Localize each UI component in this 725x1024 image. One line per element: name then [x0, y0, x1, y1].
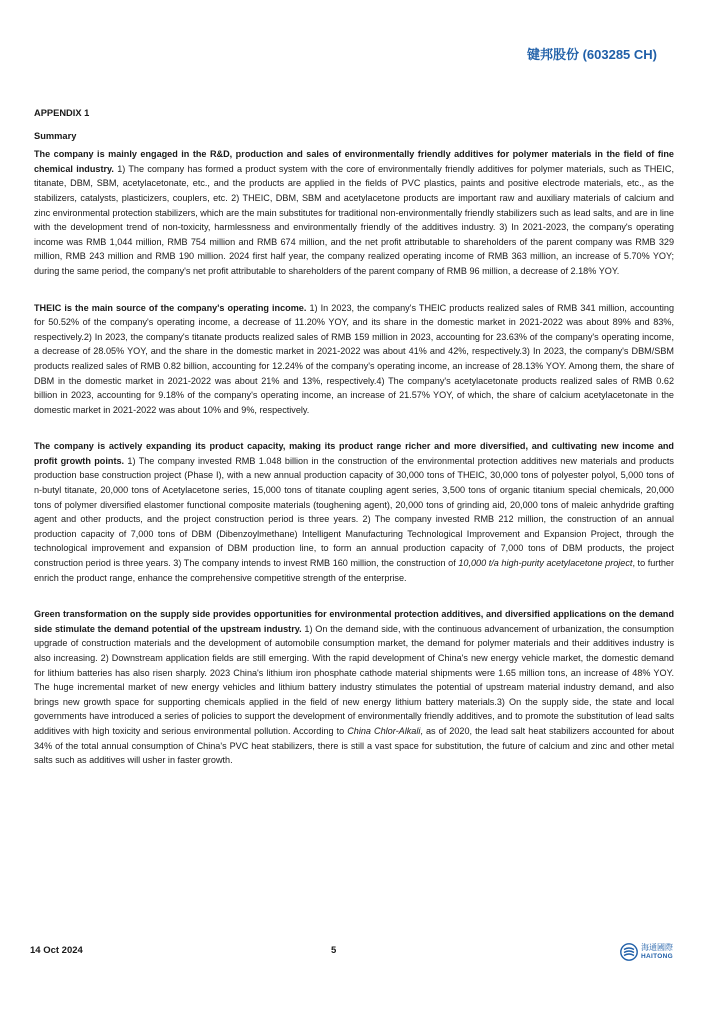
paragraph-italic: China Chlor-Alkali [347, 725, 421, 736]
paragraph-lead: Green transformation on the supply side provides opportunities for environmental protection additives, and diversified applications on the demand side stimulate the demand potential of the upstream industry. [34, 609, 674, 634]
paragraph-tail: , to further enrich the product range, enhance the comprehensive competitive strength of the enterprise. [34, 558, 675, 583]
paragraph-body: 1) In 2023, the company's THEIC products realized sales of RMB 341 million, accounting for 50.52% of the company's operating income, a decrease of 11.20% YOY, and its share in the domestic market in 2021-2022 was about 89% and 83%, respectively.2) In 2023, the company's titanate products realized sales of RMB 159 million in 2023, accounting for 23.63% of the company's operating income, a decrease of 28.05% YOY, and the share in the domestic market in 2021-2022 was about 41% and 42%, respectively.3) In 2023, the company's DBM/SBM products realized sales of RMB 0.82 billion, accounting for 12.24% of the company's operating income, an increase of 28.13% YOY. Among them, the share of DBM in the domestic market in 2021-2022 was about 21% and 13%, respectively.4) The company's acetylacetonate products realized sales of RMB 0.62 billion in 2023, accounting for 9.18% of the company's operating income, an increase of 21.57% YOY, of which, the share of calcium acetylacetonate in the domestic market in 2021-2022 was about 10% and 9%, respectively. [34, 302, 674, 415]
paragraph-body: 1) On the demand side, with the continuous advancement of urbanization, the consumption upgrade of construction materials and the development of automobile consumption market, the demand for polymer materials and their additives industry is also increasing. 2) Downstream application fields are still emerging. With the rapid development of China's new energy vehicle market, the domestic demand for lithium batteries has also risen sharply. 2023 China's lithium iron phosphate cathode material shipments were 1.65 million tons, an increase of 48% YOY. The huge incremental market of new energy vehicles and lithium battery industry stimulates the potential of upstream material industry demand, and also brings new growth space for supporting chemicals applied in the field of new energy lithium battery materials.3) On the supply side, the state and local governments have introduced a series of policies to support the development of environmentally friendly additives, and to promote the substitution of lead salts additives with high toxicity and serious environmental pollution. According to [34, 623, 674, 736]
paragraph-theic-revenue [34, 301, 674, 418]
summary-label: Summary [34, 130, 77, 141]
paragraph-tail: , as of 2020, the lead salt heat stabilizers accounted for about 34% of the total annual consumption of China's PVC heat stabilizers, there is still a vast space for substitution, the future of calcium and zinc and other metal salts such as additives will usher in faster growth. [34, 725, 674, 766]
paragraph-lead: THEIC is the main source of the company's operating income. [34, 302, 307, 313]
logo-english-text: HAITONG [641, 953, 673, 960]
paragraph-lead: The company is mainly engaged in the R&D, production and sales of environmentally friendly additives for polymer materials in the field of fine chemical industry. [34, 149, 674, 174]
haitong-logo [620, 941, 680, 963]
paragraph-body: 1) The company invested RMB 1.048 billion in the construction of the environmental protection additives new materials and products production base construction project (Phase I), with a new annual production capacity of 30,000 tons of THEIC, 30,000 tons of polyester polyol, 5,000 tons of n-butyl titanate, 20,000 tons of Acetylacetone series, 15,000 tons of titanate coupling agent series, 3,500 tons of organic titanium special chemicals, 20,000 tons of polymer diversified elastomer functional composite materials (toughening agent), 20,000 tons of grinding aid, 20,000 tons of maleic anhydride grafting agent and other products, and the project construction period is three years. 2) The company invested RMB 212 million, the construction of an annual production capacity of 7,000 tons of DBM (Dibenzoylmethane) Intelligent Manufacturing Technological Improvement and Expansion Project, through the technological improvement and expansion of DBM production line, to form an annual production capacity of 7,000 tons of DBM products, the project construction period is three years. 3) The company intends to invest RMB 160 million, the construction of [34, 455, 674, 569]
logo-chinese-text: 海通國際 [641, 943, 673, 952]
paragraph-green-transformation [34, 607, 674, 768]
report-header-company: 键邦股份 (603285 CH) [526, 47, 657, 62]
paragraph-italic: 10,000 t/a high-purity acetylacetone project [458, 558, 633, 569]
paragraph-capacity-expansion [34, 439, 674, 585]
paragraph-lead: The company is actively expanding its product capacity, making its product range richer and more diversified, and cultivating new income and profit growth points. [34, 441, 674, 466]
paragraph-body: 1) The company has formed a product system with the core of environmentally friendly additives for polymer materials, such as THEIC, titanate, DBM, SBM, acetylacetonate, etc., and the products are applied in the fields of PVC plastics, paints and positive electrode materials, etc., as the stabilizers, catalysts, plasticizers, couplers, etc. 2) THEIC, DBM, SBM and acetylacetone products are important raw and auxiliary materials of calcium and zinc environmental protection stabilizers, which are the main substitutes for traditional non-environmentally friendly stabilizers such as lead salts, and are in line with the development trend of non-toxicity, harmlessness and environmentally friendly of the additives industry. 3) In 2021-2023, the company's operating income was RMB 1,044 million, RMB 754 million and RMB 674 million, and the net profit attributable to shareholders of the parent company was RMB 329 million, RMB 243 million and RMB 190 million. 2024 first half year, the company realized operating income of RMB 363 million, an increase of 5.70% YOY; during the same period, the company's net profit attributable to shareholders of the parent company of RMB 96 million, a decrease of 2.18% YOY. [34, 163, 674, 276]
haitong-logo-icon [620, 943, 638, 961]
footer-date: 14 Oct 2024 [30, 945, 83, 956]
appendix-content [34, 106, 674, 790]
paragraph-business-overview [34, 147, 674, 278]
page-number: 5 [331, 945, 337, 956]
appendix-title: APPENDIX 1 [34, 108, 90, 118]
